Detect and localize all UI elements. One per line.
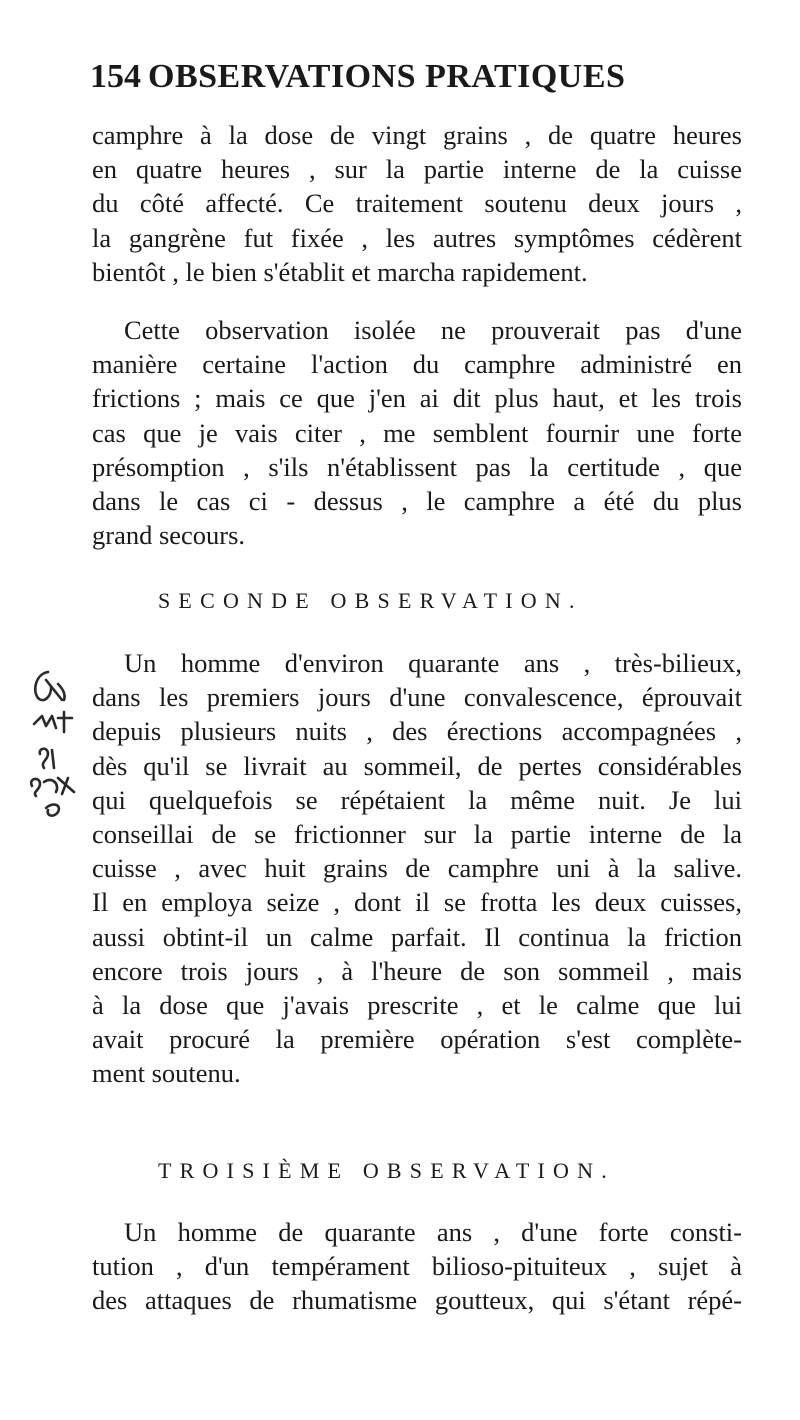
text-line: dans le cas ci - dessus , le camphre a été du plus — [92, 486, 742, 517]
paragraph-1 — [92, 118, 742, 289]
text-line: cuisse , avec huit grains de camphre uni à la salive. — [92, 853, 742, 884]
text-line: à la dose que j'avais prescrite , et le calme que lui — [92, 990, 742, 1021]
text-line: en quatre heures , sur la partie interne de la cuisse — [92, 154, 742, 185]
text-line: Un homme d'environ quarante ans , très-bilieux, — [124, 648, 742, 678]
page-number: 154 — [90, 58, 141, 95]
text-line: tution , d'un tempérament bilioso-pituiteux , sujet à — [92, 1251, 742, 1282]
paragraph-3 — [92, 646, 742, 1091]
paragraph-2 — [92, 313, 742, 552]
text-line: grand secours. — [92, 520, 246, 551]
text-line: avait procuré la première opération s'est complète- — [92, 1024, 742, 1055]
text-line: la gangrène fut fixée , les autres symptômes cédèrent — [92, 222, 742, 253]
text-line: cas que je vais citer , me semblent fournir une forte — [92, 417, 742, 448]
text-line: manière certaine l'action du camphre administré en — [92, 349, 742, 380]
text-line: frictions ; mais ce que j'en ai dit plus haut, et les trois — [92, 383, 742, 414]
text-line: depuis plusieurs nuits , des érections accompagnées , — [92, 716, 742, 747]
marginalia-scribble — [18, 666, 80, 826]
paragraph-4 — [92, 1215, 742, 1318]
text-line: bientôt , le bien s'établit et marcha rapidement. — [92, 256, 588, 287]
text-line: du côté affecté. Ce traitement soutenu deux jours , — [92, 188, 742, 219]
text-line: ment soutenu. — [92, 1058, 241, 1089]
text-line: des attaques de rhumatisme goutteux, qui s'étant répé- — [92, 1285, 742, 1316]
text-line: camphre à la dose de vingt grains , de quatre heures — [92, 120, 742, 150]
text-line: qui quelquefois se répétaient la même nuit. Je lui — [92, 784, 742, 815]
handwritten-marginalia-icon — [18, 666, 80, 826]
text-line: conseillai de se frictionner sur la partie interne de la — [92, 819, 742, 850]
running-head-title: OBSERVATIONS PRATIQUES — [148, 58, 626, 95]
text-line: dans les premiers jours d'une convalescence, éprouvait — [92, 682, 742, 713]
text-line: aussi obtint-il un calme parfait. Il continua la friction — [92, 921, 742, 952]
text-line: dès qu'il se livrait au sommeil, de pertes considérables — [92, 750, 742, 781]
section-heading-third-observation: TROISIÈME OBSERVATION. — [158, 1158, 615, 1183]
text-line: Cette observation isolée ne prouverait pas d'une — [124, 315, 742, 345]
section-heading-second-observation: SECONDE OBSERVATION. — [158, 588, 583, 613]
text-line: Il en employa seize , dont il se frotta les deux cuisses, — [92, 887, 742, 918]
text-line: présomption , s'ils n'établissent pas la certitude , que — [92, 451, 742, 482]
text-line: encore trois jours , à l'heure de son sommeil , mais — [92, 955, 742, 986]
text-line: Un homme de quarante ans , d'une forte consti- — [124, 1217, 742, 1247]
running-head — [90, 58, 750, 108]
